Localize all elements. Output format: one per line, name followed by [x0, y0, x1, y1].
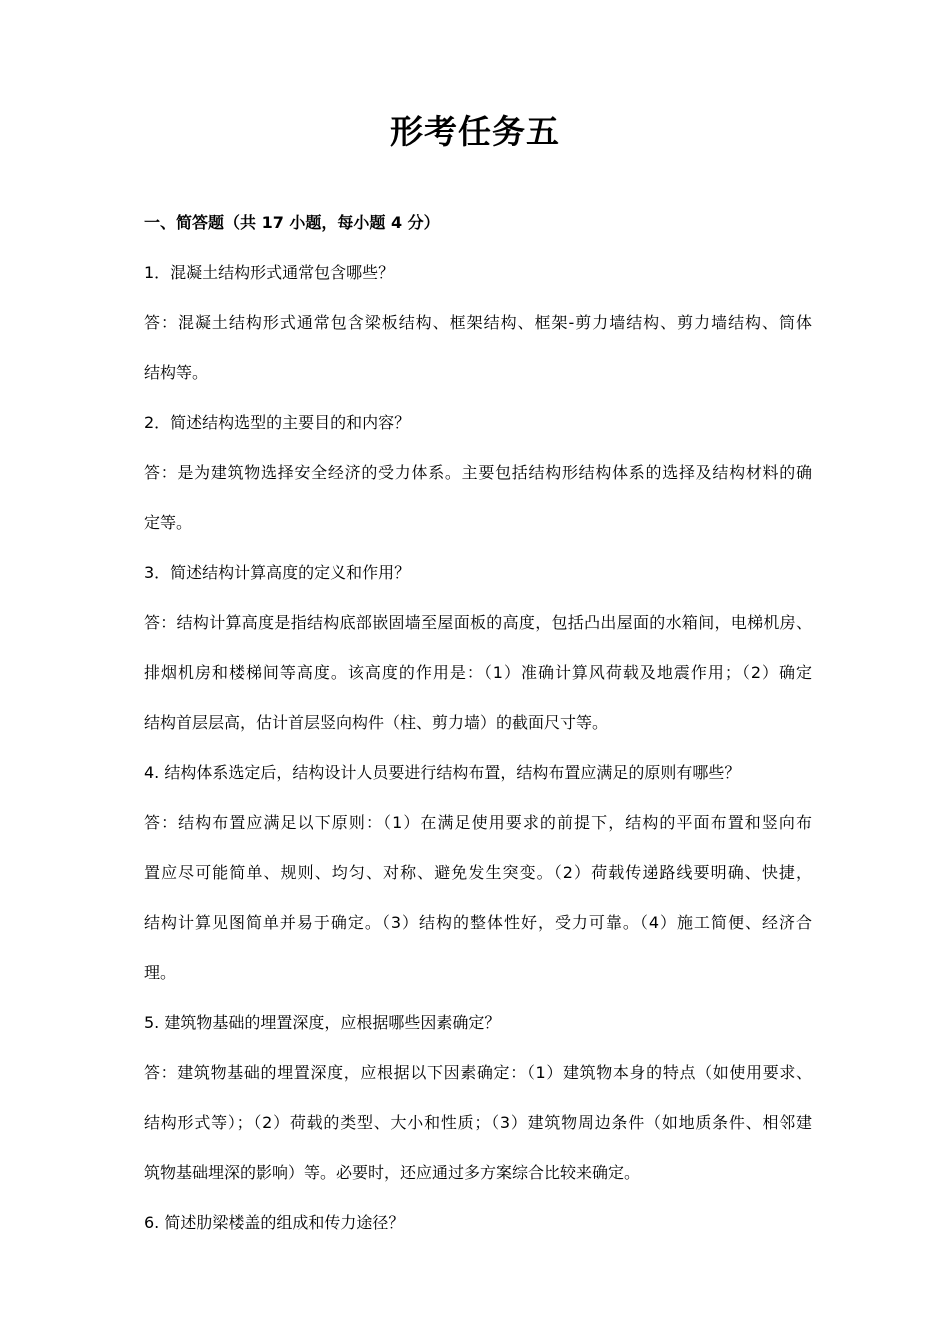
answer-3-line-3: 结构首层层高，估计首层竖向构件（柱、剪力墙）的截面尺寸等。 — [144, 713, 609, 732]
answer-5-line-2: 结构形式等）；（2）荷载的类型、大小和性质；（3）建筑物周边条件（如地质条件、相邻建 — [144, 1113, 812, 1132]
answer-5-line-3: 筑物基础埋深的影响）等。必要时，还应通过多方案综合比较来确定。 — [144, 1163, 641, 1182]
answer-3-line-1: 答：结构计算高度是指结构底部嵌固墙至屋面板的高度，包括凸出屋面的水箱间，电梯机房、 — [144, 613, 812, 632]
question-3: 3．简述结构计算高度的定义和作用？ — [144, 563, 411, 582]
answer-1-line-1: 答：混凝土结构形式通常包含梁板结构、框架结构、框架-剪力墙结构、剪力墙结构、筒体 — [144, 313, 812, 332]
question-4: 4. 结构体系选定后，结构设计人员要进行结构布置，结构布置应满足的原则有哪些？ — [144, 763, 741, 782]
answer-4-line-4: 理。 — [144, 963, 177, 982]
document-body — [144, 198, 812, 1248]
question-6: 6. 简述肋梁楼盖的组成和传力途径？ — [144, 1213, 405, 1232]
answer-2-line-1: 答：是为建筑物选择安全经济的受力体系。主要包括结构形结构体系的选择及结构材料的确 — [144, 463, 812, 482]
answer-4-line-3: 结构计算见图简单并易于确定。（3）结构的整体性好，受力可靠。（4）施工简便、经济合 — [144, 913, 812, 932]
answer-3-line-2: 排烟机房和楼梯间等高度。该高度的作用是：（1）准确计算风荷载及地震作用；（2）确定 — [144, 663, 812, 682]
question-2: 2．简述结构选型的主要目的和内容？ — [144, 413, 411, 432]
answer-2-line-2: 定等。 — [144, 513, 193, 532]
question-1: 1．混凝土结构形式通常包含哪些？ — [144, 263, 395, 282]
answer-4-line-1: 答：结构布置应满足以下原则：（1）在满足使用要求的前提下，结构的平面布置和竖向布 — [144, 813, 812, 832]
answer-5-line-1: 答：建筑物基础的埋置深度，应根据以下因素确定：（1）建筑物本身的特点（如使用要求、 — [144, 1063, 812, 1082]
answer-1-line-2: 结构等。 — [144, 363, 209, 382]
section-heading: 一、简答题（共 17 小题，每小题 4 分） — [144, 213, 440, 232]
document-title: 形考任务五 — [390, 112, 560, 151]
question-5: 5. 建筑物基础的埋置深度，应根据哪些因素确定？ — [144, 1013, 501, 1032]
answer-4-line-2: 置应尽可能简单、规则、均匀、对称、避免发生突变。（2）荷载传递路线要明确、快捷， — [144, 863, 812, 882]
